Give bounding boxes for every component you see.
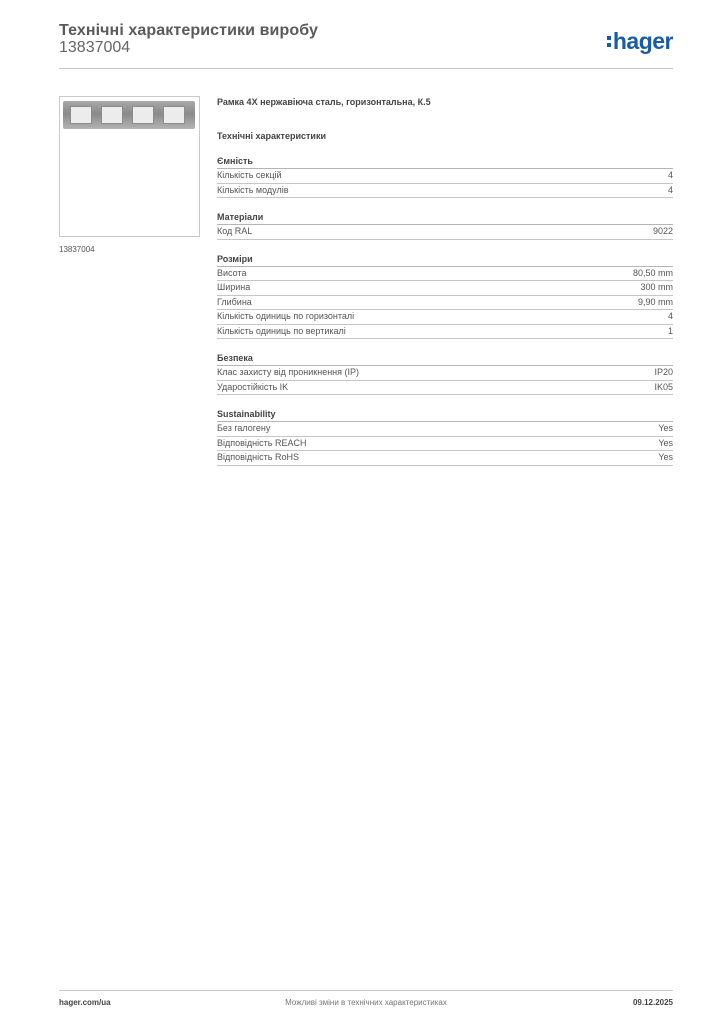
- frame-opening: [101, 106, 123, 124]
- spec-group: [217, 211, 673, 240]
- spec-group: [217, 155, 673, 198]
- spec-value: 4: [667, 311, 673, 321]
- spec-value: IP20: [654, 367, 673, 377]
- spec-value: 300 mm: [640, 282, 673, 292]
- spec-label: Клас захисту від проникнення (IP): [217, 367, 360, 377]
- spec-value: 4: [667, 170, 673, 180]
- spec-group-title: Безпека: [217, 352, 673, 366]
- spec-label: Глибина: [217, 296, 252, 307]
- page-footer: [59, 998, 673, 1012]
- spec-value: 80,50 mm: [632, 267, 673, 278]
- image-caption: 13837004: [59, 245, 95, 254]
- logo-dots-icon: [607, 36, 611, 47]
- spec-row: [217, 296, 673, 311]
- spec-row: [217, 184, 673, 199]
- product-number: 13837004: [59, 39, 131, 56]
- spec-label: Ударостійкість IK: [217, 381, 289, 392]
- spec-label: Кількість одиниць по горизонталі: [217, 311, 355, 321]
- spec-value: IK05: [654, 381, 673, 392]
- spec-row: [217, 381, 673, 396]
- frame-opening: [132, 106, 154, 124]
- spec-group: [217, 352, 673, 395]
- frame-opening: [163, 106, 185, 124]
- spec-label: Кількість секцій: [217, 170, 282, 180]
- spec-group-title: Матеріали: [217, 211, 673, 225]
- footer-divider: [59, 990, 673, 991]
- spec-groups: [217, 155, 673, 466]
- spec-group: [217, 253, 673, 340]
- spec-group: [217, 408, 673, 466]
- product-image: [59, 96, 200, 237]
- spec-group-title: Розміри: [217, 253, 673, 267]
- spec-row: [217, 437, 673, 452]
- spec-row: [217, 366, 673, 381]
- spec-value: 4: [667, 184, 673, 195]
- spec-row: [217, 281, 673, 296]
- header-divider: [59, 68, 673, 69]
- spec-row: [217, 422, 673, 437]
- spec-label: Ширина: [217, 282, 251, 292]
- spec-row: [217, 225, 673, 240]
- spec-value: 9,90 mm: [637, 296, 673, 307]
- logo-text: hager: [612, 27, 673, 54]
- spec-group-title: Ємність: [217, 155, 673, 169]
- spec-value: 1: [667, 325, 673, 336]
- specs-heading: Технічні характеристики: [217, 131, 326, 141]
- spec-row: [217, 267, 673, 282]
- spec-value: 9022: [652, 226, 673, 236]
- spec-value: Yes: [658, 452, 673, 462]
- frame-opening: [70, 106, 92, 124]
- spec-label: Відповідність RoHS: [217, 452, 299, 462]
- spec-row: [217, 169, 673, 184]
- spec-label: Без галогену: [217, 423, 271, 433]
- page-title: Технічні характеристики виробу: [59, 22, 318, 39]
- footer-date: 09.12.2025: [632, 998, 673, 1007]
- footer-website[interactable]: hager.com/ua: [59, 998, 111, 1007]
- spec-value: Yes: [658, 437, 673, 448]
- spec-value: Yes: [658, 423, 673, 433]
- footer-notice: Можливі зміни в технічних характеристиках: [285, 998, 447, 1007]
- product-name: Рамка 4X нержавіюча сталь, горизонтальна, К.5: [217, 97, 431, 107]
- spec-row: [217, 451, 673, 466]
- hager-logo: [607, 28, 673, 54]
- spec-label: Висота: [217, 267, 247, 278]
- spec-group-title: Sustainability: [217, 408, 673, 422]
- page-header: [59, 20, 673, 70]
- spec-label: Кількість одиниць по вертикалі: [217, 325, 346, 336]
- specifications: [217, 96, 673, 466]
- spec-label: Кількість модулів: [217, 184, 289, 195]
- frame-4x-picture: [63, 101, 195, 129]
- spec-label: Код RAL: [217, 226, 253, 236]
- spec-row: [217, 310, 673, 325]
- spec-row: [217, 325, 673, 340]
- spec-label: Відповідність REACH: [217, 437, 307, 448]
